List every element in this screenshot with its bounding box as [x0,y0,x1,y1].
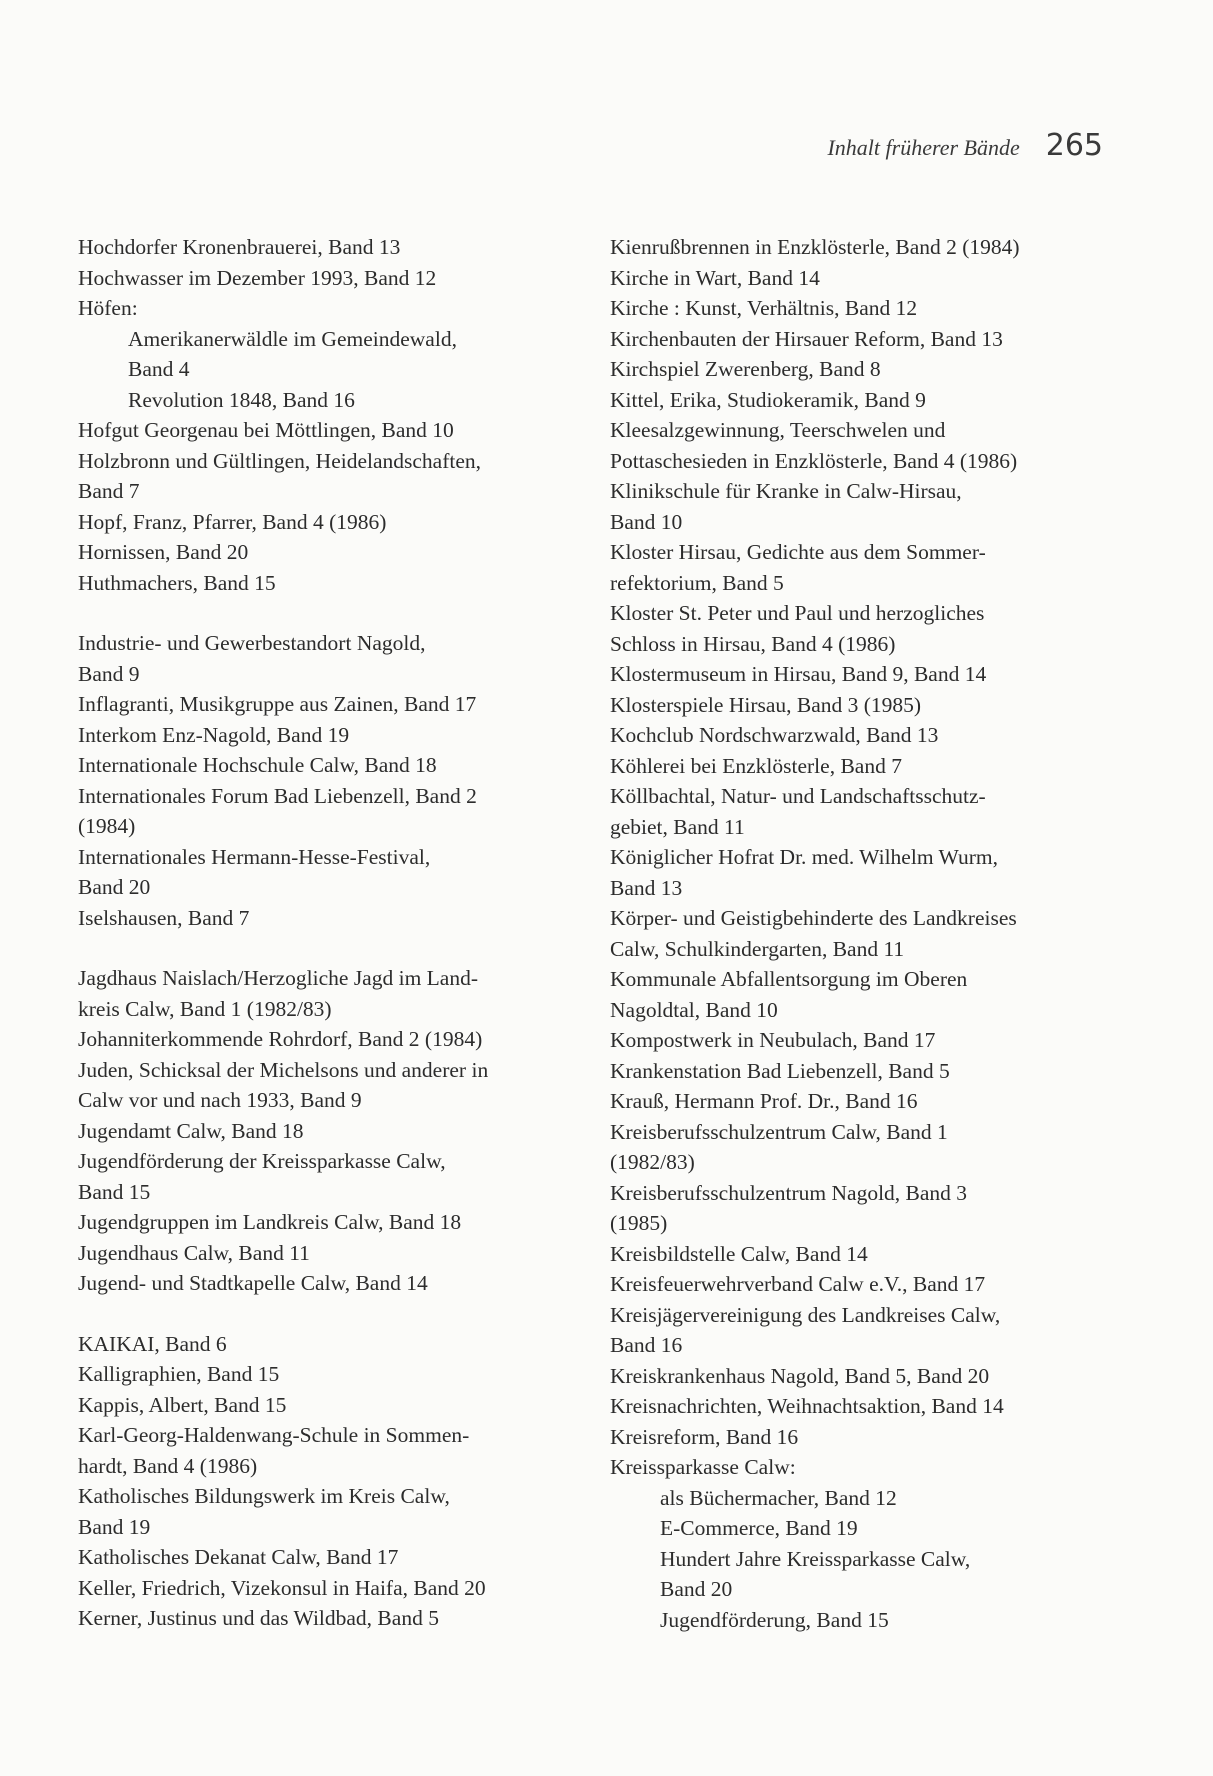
index-entry: Kreissparkasse Calw: [610,1455,796,1479]
index-entry: Kreisberufsschulzentrum Nagold, Band 3 [610,1180,968,1205]
index-entry: Klosterspiele Hirsau, Band 3 (1985) [610,692,922,717]
index-entry: KAIKAI, Band 6 [78,1331,227,1356]
index-entry: Körper- und Geistigbehinderte des Landkreises [610,906,1017,930]
index-entry: Band 9 [78,661,140,686]
index-entry: Juden, Schicksal der Michelsons und anderer in [78,1057,489,1082]
index-entry: Jugendhaus Calw, Band 11 [78,1240,310,1265]
index-entry: kreis Calw, Band 1 (1982/83) [78,996,332,1021]
index-entry: Interkom Enz-Nagold, Band 19 [78,722,350,747]
index-entry: Klostermuseum in Hirsau, Band 9, Band 14 [610,662,987,686]
index-entry: gebiet, Band 11 [610,814,745,839]
index-entry: Kloster Hirsau, Gedichte aus dem Sommer- [610,540,986,564]
index-entry: Höfen: [78,296,138,320]
index-entry: Krauß, Hermann Prof. Dr., Band 16 [610,1089,918,1113]
index-entry: Keller, Friedrich, Vizekonsul in Haifa, Band 20 [78,1575,486,1600]
index-entry: Iselshausen, Band 7 [78,905,250,930]
index-column-right [610,232,1110,1635]
index-entry: Kloster St. Peter und Paul und herzogliches [610,601,985,625]
section-gap [78,1299,578,1329]
index-entry: Kappis, Albert, Band 15 [78,1392,287,1417]
index-entry: Industrie- und Gewerbestandort Nagold, [78,631,426,655]
page-number: 265 [1045,128,1103,163]
index-entry: Hochdorfer Kronenbrauerei, Band 13 [78,235,401,259]
index-entry: Kirchspiel Zwerenberg, Band 8 [610,357,881,381]
index-entry: Kleesalzgewinnung, Teerschwelen und [610,418,946,442]
index-entry: Kreisjägervereinigung des Landkreises Calw, [610,1302,1001,1327]
index-entry: Kreisberufsschulzentrum Calw, Band 1 [610,1119,948,1144]
running-title: Inhalt früherer Bände [827,135,1020,160]
index-entry: Kalligraphien, Band 15 [78,1362,280,1386]
index-subentry: Jugendförderung, Band 15 [660,1607,889,1632]
index-entry: Schloss in Hirsau, Band 4 (1986) [610,631,896,656]
index-entry: (1985) [610,1211,668,1235]
index-column-left [78,232,578,1634]
index-entry: (1982/83) [610,1150,695,1174]
index-subentry: Revolution 1848, Band 16 [128,387,355,412]
index-entry: Band 13 [610,875,683,900]
index-entry: (1984) [78,814,136,838]
index-entry: Hochwasser im Dezember 1993, Band 12 [78,265,437,290]
index-subentry: Hundert Jahre Kreissparkasse Calw, [660,1546,971,1571]
index-entry: Krankenstation Bad Liebenzell, Band 5 [610,1058,950,1083]
index-entry: Internationales Forum Bad Liebenzell, Band 2 [78,783,477,808]
index-entry: Jugendförderung der Kreissparkasse Calw, [78,1149,446,1173]
index-entry: Kreisnachrichten, Weihnachtsaktion, Band 14 [610,1394,1004,1418]
index-entry: Kreisreform, Band 16 [610,1424,799,1449]
index-entry: Kirchenbauten der Hirsauer Reform, Band 13 [610,326,1003,351]
index-entry: Katholisches Bildungswerk im Kreis Calw, [78,1484,450,1508]
index-entry: Kittel, Erika, Studiokeramik, Band 9 [610,387,926,412]
index-entry: Kirche in Wart, Band 14 [610,265,820,290]
index-entry: Kerner, Justinus und das Wildbad, Band 5 [78,1606,439,1630]
index-entry: Kompostwerk in Neubulach, Band 17 [610,1028,936,1052]
index-entry: Jagdhaus Naislach/Herzogliche Jagd im Land- [78,966,479,990]
index-entry: Calw, Schulkindergarten, Band 11 [610,936,905,961]
index-entry: Band 19 [78,1514,151,1539]
index-entry: Kreiskrankenhaus Nagold, Band 5, Band 20 [610,1363,990,1388]
index-subentry: Band 4 [128,357,190,381]
index-entry: Inflagranti, Musikgruppe aus Zainen, Band 17 [78,692,477,716]
page-header [827,128,1103,163]
index-entry: Huthmachers, Band 15 [78,570,276,595]
section-gap [78,933,578,963]
index-entry: Nagoldtal, Band 10 [610,997,778,1022]
index-subentry: E-Commerce, Band 19 [660,1516,858,1540]
index-entry: Pottaschesieden in Enzklösterle, Band 4 (1986) [610,448,1018,473]
index-entry: Band 7 [78,479,140,503]
index-entry: Kreisfeuerwehrverband Calw e.V., Band 17 [610,1272,986,1296]
index-entry: Jugendamt Calw, Band 18 [78,1118,304,1143]
index-entry: Hopf, Franz, Pfarrer, Band 4 (1986) [78,509,387,534]
index-entry: Kienrußbrennen in Enzklösterle, Band 2 (1984) [610,235,1020,259]
index-entry: Band 15 [78,1179,151,1204]
index-entry: Kreisbildstelle Calw, Band 14 [610,1241,868,1266]
index-entry: Kochclub Nordschwarzwald, Band 13 [610,723,939,747]
index-subentry: Band 20 [660,1577,733,1601]
index-subentry: Amerikanerwäldle im Gemeindewald, [128,326,457,351]
index-entry: Königlicher Hofrat Dr. med. Wilhelm Wurm, [610,845,998,869]
index-entry: Internationales Hermann-Hesse-Festival, [78,844,431,869]
index-entry: Holzbronn und Gültlingen, Heidelandschaften, [78,448,482,473]
index-entry: Köllbachtal, Natur- und Landschaftsschutz- [610,784,986,808]
index-entry: Calw vor und nach 1933, Band 9 [78,1088,362,1112]
index-subentry: als Büchermacher, Band 12 [660,1485,897,1510]
index-entry: Köhlerei bei Enzklösterle, Band 7 [610,753,902,778]
index-entry: Jugendgruppen im Landkreis Calw, Band 18 [78,1210,462,1234]
index-entry: Hofgut Georgenau bei Möttlingen, Band 10 [78,418,454,442]
index-entry: Band 16 [610,1333,683,1357]
section-gap [78,598,578,628]
index-entry: Katholisches Dekanat Calw, Band 17 [78,1545,399,1569]
index-entry: refektorium, Band 5 [610,570,784,595]
index-entry: Karl-Georg-Haldenwang-Schule in Sommen- [78,1423,470,1447]
index-entry: Band 20 [78,875,151,899]
index-entry: Internationale Hochschule Calw, Band 18 [78,753,437,777]
index-entry: hardt, Band 4 (1986) [78,1453,258,1478]
index-entry: Kirche : Kunst, Verhältnis, Band 12 [610,296,918,320]
index-entry: Hornissen, Band 20 [78,540,249,564]
index-entry: Klinikschule für Kranke in Calw-Hirsau, [610,479,962,503]
index-entry: Jugend- und Stadtkapelle Calw, Band 14 [78,1271,428,1295]
index-entry: Band 10 [610,509,683,534]
index-entry: Kommunale Abfallentsorgung im Oberen [610,967,968,991]
index-entry: Johanniterkommende Rohrdorf, Band 2 (1984) [78,1027,483,1051]
